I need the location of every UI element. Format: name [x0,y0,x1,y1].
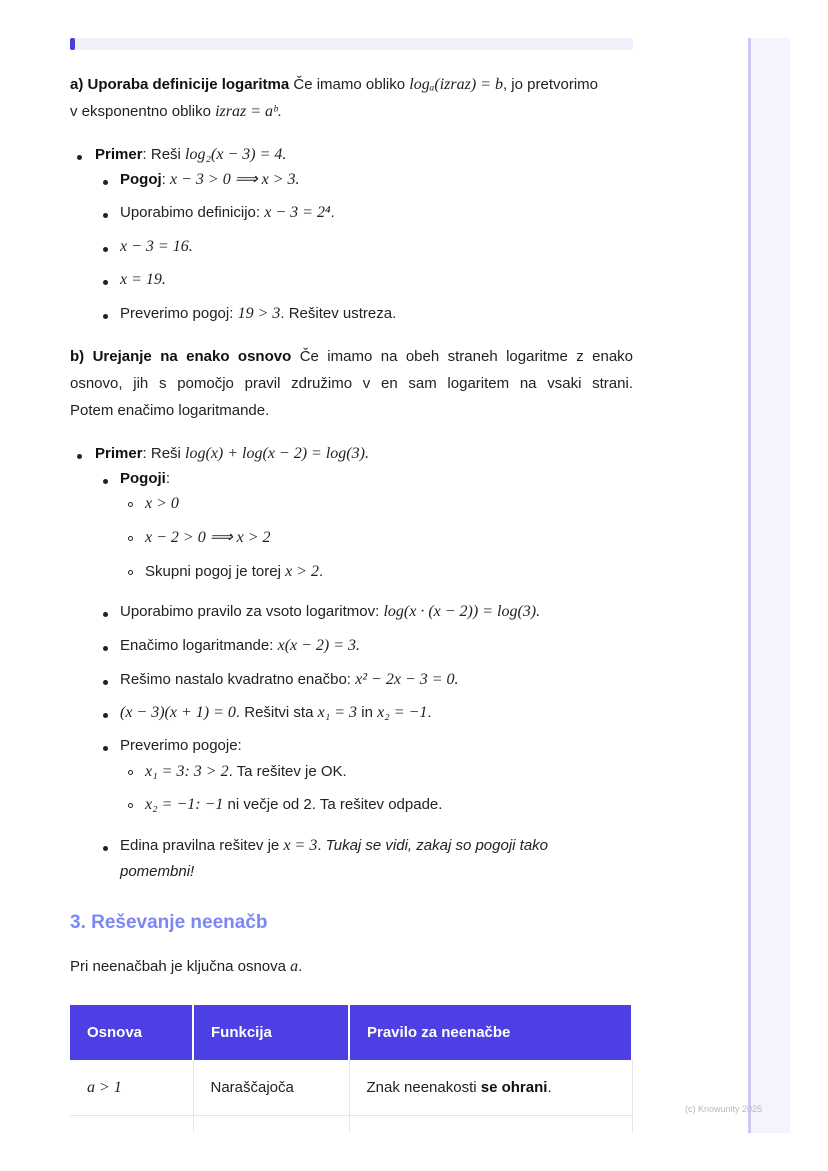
math-expression: x = 19. [120,271,166,288]
bullet-icon [103,180,108,185]
table-cell [349,1060,632,1116]
text: Če imamo na obeh straneh logaritme z enako [291,348,634,365]
table-cell: a > 1 [70,1060,193,1116]
math-expression: x − 3 = 16. [120,238,193,255]
text: Tukaj se vidi, zakaj so pogoji tako [325,837,549,854]
text: pomembni! [120,863,195,880]
text: : [161,171,171,188]
math-expression: x₂ = −1: −1 [145,796,224,813]
bold-text: se ohrani [480,1079,548,1096]
text: in [357,704,378,721]
text: Uporabimo definicijo: [120,204,265,221]
math-expression: log(x · (x − 2)) = log(3). [383,603,541,620]
math-expression: x − 3 = 2⁴ [264,204,331,221]
table-header-row [70,1005,632,1060]
section-intro [70,957,302,977]
math-expression: x² − 2x − 3 = 0. [355,671,459,688]
callout-bar [70,38,633,50]
bullet-icon [103,213,108,218]
text: Znak neenakosti [366,1079,481,1096]
math-expression: logₐ(izraz) = b [409,76,503,93]
text: . Rešitev ustreza. [280,305,397,322]
text: Potem enačimo logaritmande. [70,402,270,419]
list-item [95,145,286,165]
bold-text: Pogoj [120,171,162,188]
math-expression: izraz = aᵇ [215,103,278,120]
circle-bullet-icon [128,502,133,507]
text: . [547,1079,552,1096]
list-item-continuation [120,862,194,882]
text: ni večje od 2. Ta rešitev odpade. [223,796,443,813]
list-item [120,170,300,190]
list-item [145,795,442,815]
text: Uporabimo pravilo za vsoto logaritmov: [120,603,384,620]
bullet-icon [103,612,108,617]
paragraph-a-line [70,75,598,95]
list-item [120,237,193,257]
bold-text: a) Uporaba definicije logaritma [70,76,290,93]
text: . Ta rešitev je OK. [228,763,347,780]
bullet-icon [103,479,108,484]
list-item [120,304,396,324]
list-item [120,736,242,756]
math-expression: log(x) + log(x − 2) = log(3). [185,445,369,462]
table-row [70,1116,632,1133]
list-item [120,670,459,690]
circle-bullet-icon [128,770,133,775]
bold-text: b) Urejanje na enako osnovo [70,348,292,365]
math-expression: x₁ = 3 [317,704,358,721]
text: Rešimo nastalo kvadratno enačbo: [120,671,356,688]
list-item [120,602,540,622]
inequality-table [70,1005,633,1132]
text: Skupni pogoj je torej [145,563,286,580]
math-expression: a [290,958,299,975]
math-expression: x₁ = 3: 3 > 2 [145,763,229,780]
bullet-icon [103,713,108,718]
list-item [145,528,271,548]
list-item [145,494,179,514]
bold-text: Pogoji [120,470,166,487]
text: . Rešitvi sta [235,704,318,721]
bullet-icon [103,646,108,651]
list-item [95,444,369,464]
math-expression: log₂(x − 3) = 4. [185,146,287,163]
circle-bullet-icon [128,803,133,808]
math-expression: 19 > 3 [237,305,281,322]
text: . [298,958,303,975]
text: . [330,204,335,221]
callout-marker [70,38,75,50]
side-panel [748,38,790,1133]
list-item [120,270,166,290]
text: . [277,103,282,120]
math-expression: x − 3 > 0 ⟹ x > 3. [170,171,300,188]
text: v eksponentno obliko [70,103,216,120]
table-row [70,1060,632,1116]
circle-bullet-icon [128,570,133,575]
paragraph-b-line [70,374,633,394]
bullet-icon [103,247,108,252]
text: : Reši [142,146,186,163]
text: Pri neenačbah je ključna osnova [70,958,291,975]
bullet-icon [103,280,108,285]
paragraph-b-line [70,347,633,367]
math-expression: x > 2 [285,563,319,580]
column-header: Osnova [70,1005,193,1060]
list-item [145,562,323,582]
text: . [319,563,324,580]
math-expression: x − 2 > 0 ⟹ x > 2 [145,529,271,546]
math-expression: (x − 3)(x + 1) = 0 [120,704,236,721]
text: : [165,470,170,487]
math-expression: x(x − 2) = 3. [277,637,361,654]
text: Če imamo obliko [289,76,410,93]
math-expression: x₂ = −1 [377,704,428,721]
text: , jo pretvorimo [502,76,599,93]
bold-text: Primer [95,146,143,163]
list-item [120,703,432,723]
bullet-icon [103,846,108,851]
text: . [427,704,432,721]
list-item [120,469,170,489]
text: Enačimo logaritmande: [120,637,278,654]
math-expression: x > 0 [145,495,179,512]
section-heading: 3. Reševanje neenačb [70,912,268,933]
bullet-icon [77,155,82,160]
text: Preverimo pogoj: [120,305,238,322]
math-expression: x = 3 [283,837,318,854]
bold-text: Primer [95,445,143,462]
text: osnovo, jih s pomočjo pravil združimo v en sam logaritem na vsaki strani. [70,375,633,392]
bullet-icon [103,746,108,751]
column-header: Pravilo za neenačbe [349,1005,632,1060]
paragraph-a-line [70,102,282,122]
list-item [145,762,347,782]
circle-bullet-icon [128,536,133,541]
table-cell: Naraščajoča [193,1060,349,1116]
paragraph-b-line [70,401,269,421]
bullet-icon [103,680,108,685]
text: Preverimo pogoje: [120,737,242,754]
copyright-footer: (c) Knowunity 2025 [685,1104,763,1114]
list-item [120,203,335,223]
list-item [120,836,548,856]
bullet-icon [103,314,108,319]
bullet-icon [77,454,82,459]
text: . [317,837,326,854]
text: : Reši [142,445,186,462]
column-header: Funkcija [193,1005,349,1060]
text: Edina pravilna rešitev je [120,837,284,854]
list-item [120,636,360,656]
